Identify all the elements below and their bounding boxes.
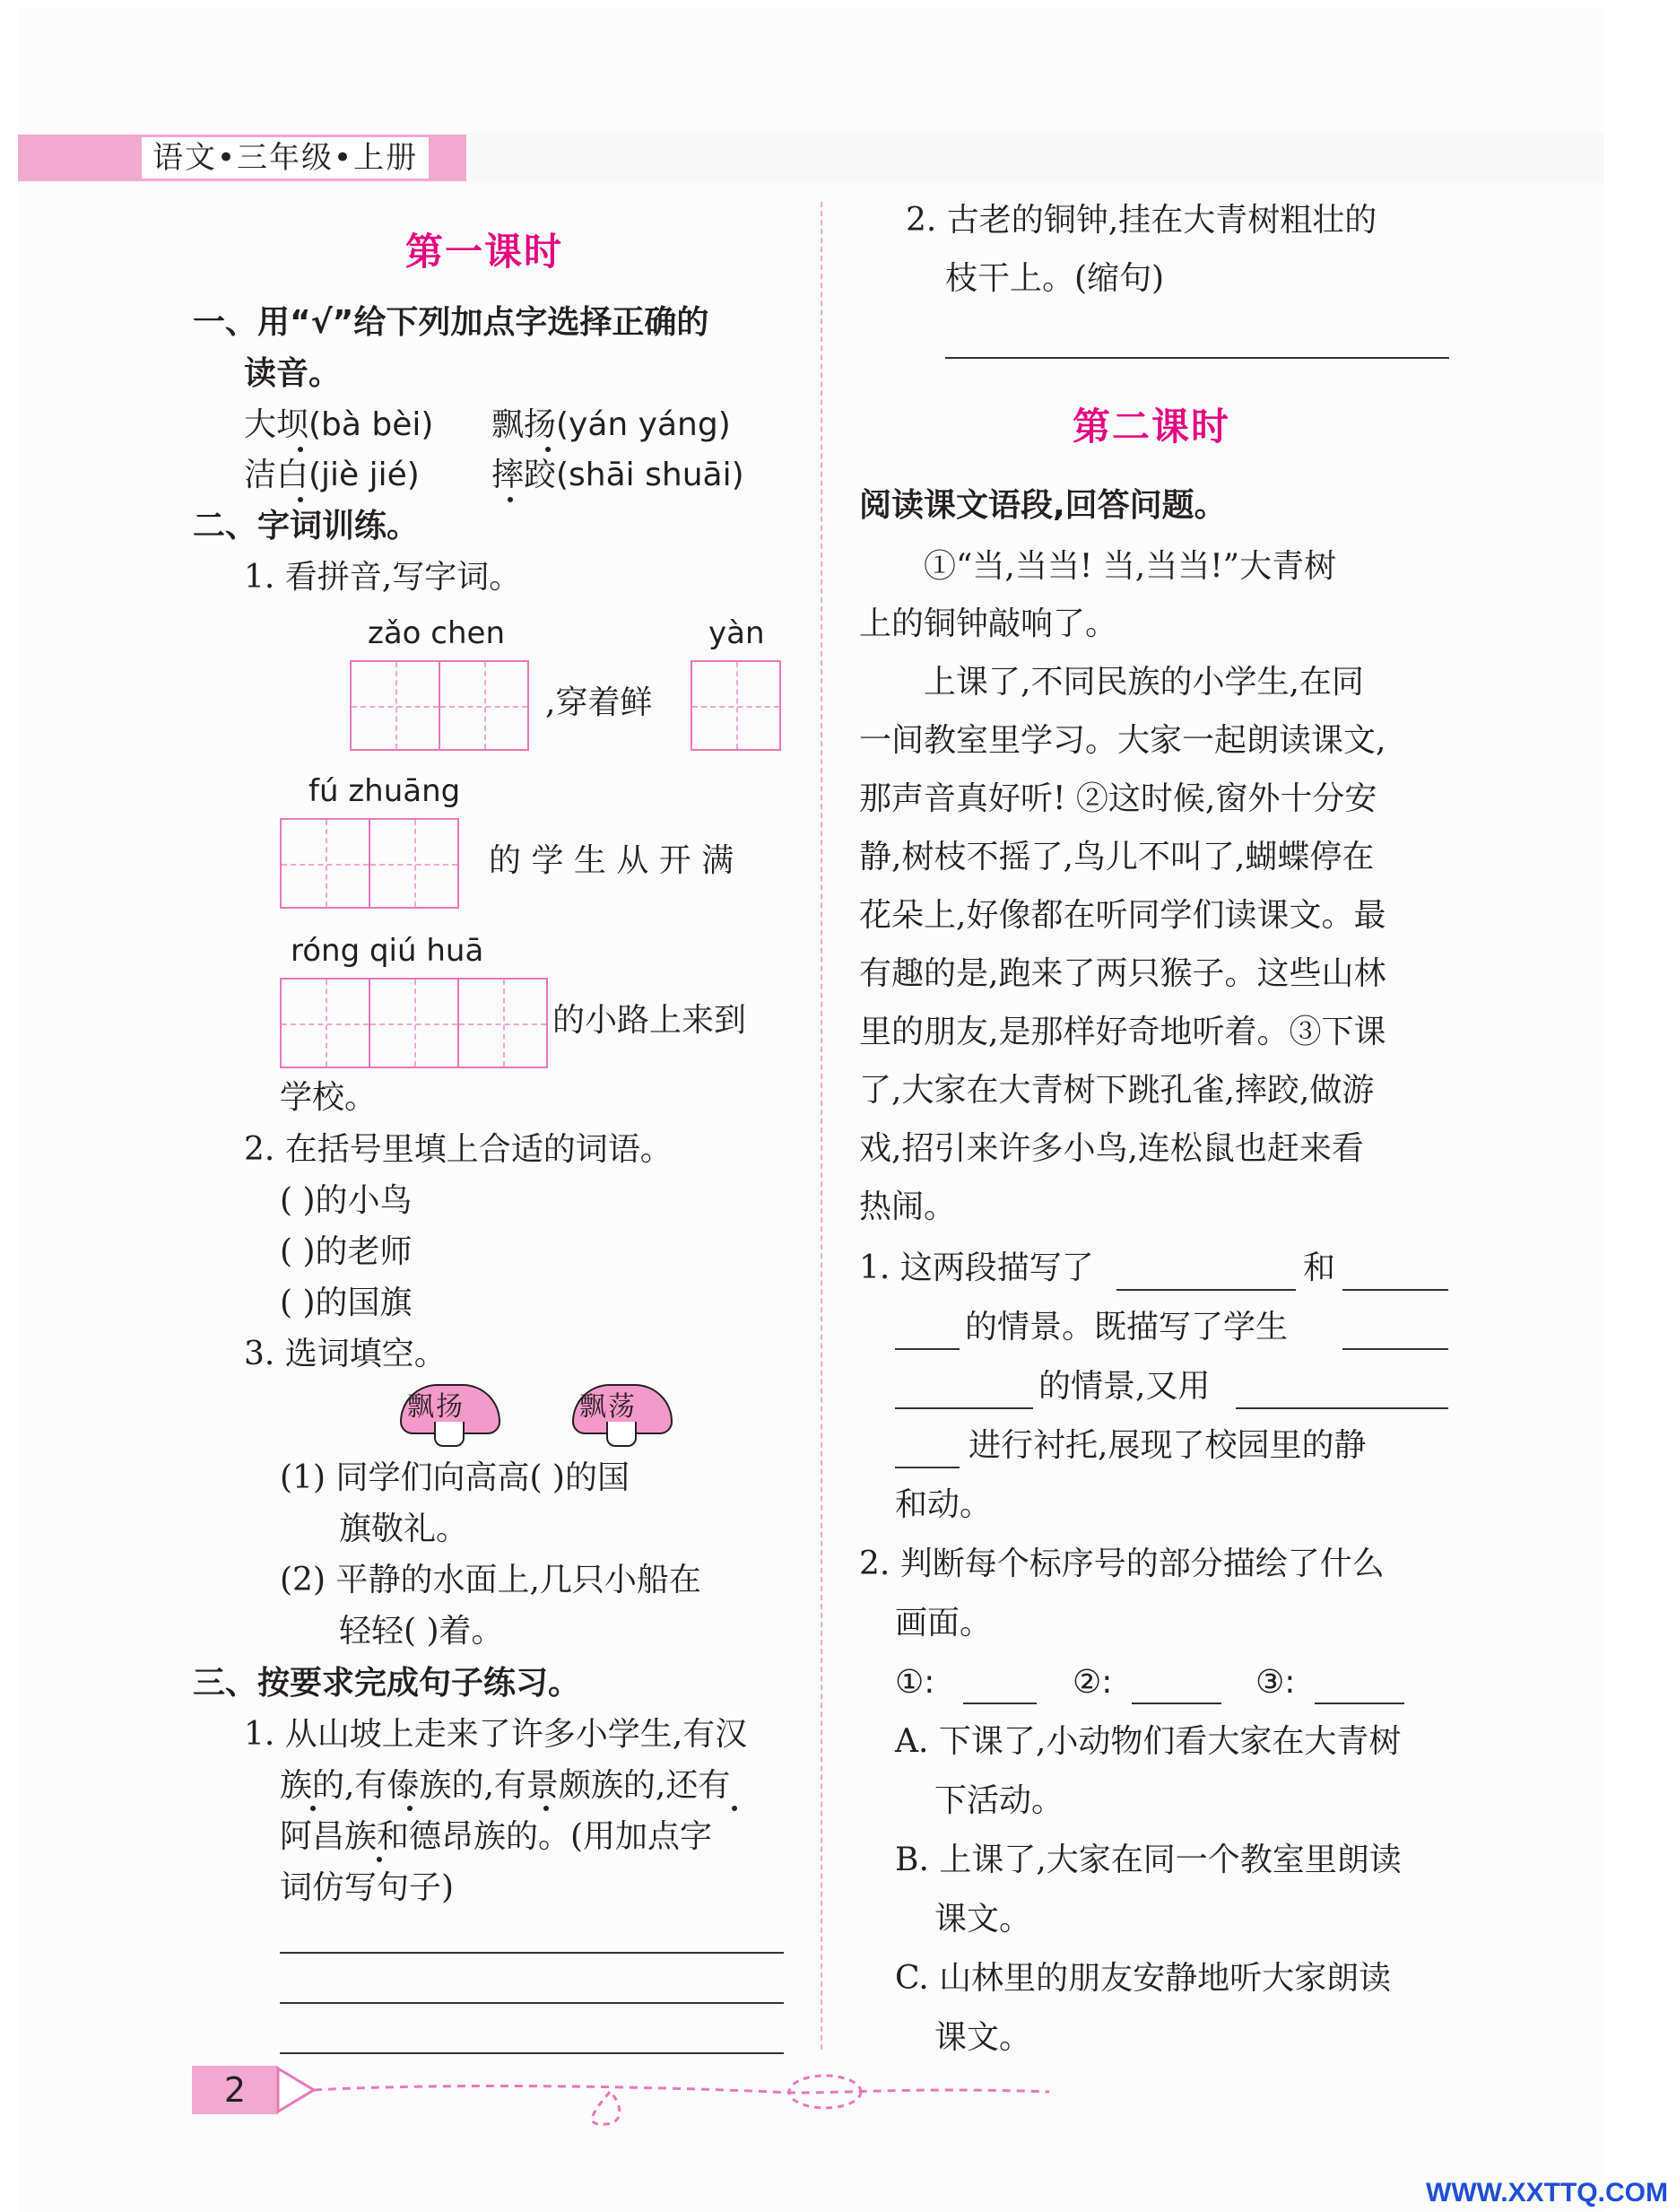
emphasis-dot xyxy=(298,447,303,452)
text-xuexiao: 学校。 xyxy=(280,1079,378,1116)
r-reading-q1-f: 和动。 xyxy=(895,1486,993,1523)
emphasis-dot xyxy=(298,497,303,502)
blank-1[interactable] xyxy=(1116,1289,1296,1291)
option-b-line2: 课文。 xyxy=(934,1901,1032,1938)
option-a-line1[interactable]: A. 下课了,小动物们看大家在大青树 xyxy=(895,1723,1402,1760)
s2-q3-item1[interactable]: (1) 同学们向高高( )的国 xyxy=(280,1459,630,1496)
header-label: 语文•三年级•上册 xyxy=(142,137,429,179)
emphasis-dot xyxy=(508,497,513,502)
footer-decoration xyxy=(269,2060,1058,2128)
option-c-line2: 课文。 xyxy=(934,2019,1032,2056)
section3-heading: 三、按要求完成句子练习。 xyxy=(193,1665,581,1702)
emphasis-dot xyxy=(543,1806,549,1811)
passage-line: 花朵上,好像都在听同学们读课文。最 xyxy=(859,897,1386,934)
passage-line: 戏,招引来许多小鸟,连松鼠也赶来看 xyxy=(859,1130,1364,1167)
answer-line-suoju[interactable] xyxy=(945,357,1449,359)
fill-blank-bird[interactable]: ( )的小鸟 xyxy=(280,1182,413,1219)
r-reading-q2-l2: 画面。 xyxy=(895,1605,993,1642)
emphasis-dot xyxy=(545,447,551,452)
writing-grid-rongqiuhua[interactable] xyxy=(280,978,548,1068)
answer-line-3[interactable] xyxy=(280,2052,784,2054)
blank-3[interactable] xyxy=(1342,1348,1448,1350)
emphasis-dot xyxy=(377,1857,382,1862)
r-reading-q1-d: 的情景,又用 xyxy=(1038,1368,1211,1405)
reading-option-3[interactable]: 洁白(jiè jié) xyxy=(244,457,420,493)
passage-line: 上的铜钟敲响了。 xyxy=(859,605,1118,642)
s2-q2: 2. 在括号里填上合适的词语。 xyxy=(244,1131,673,1168)
r-reading-q1-b: 和 xyxy=(1303,1250,1336,1286)
fill-blank-teacher[interactable]: ( )的老师 xyxy=(280,1233,413,1270)
blank-2-cont[interactable] xyxy=(895,1348,960,1350)
lesson-title-1: 第一课时 xyxy=(405,230,564,274)
pinyin-zaochen: zǎo chen xyxy=(368,615,505,651)
column-divider xyxy=(821,202,822,2050)
s3-q1-line2: 族的,有傣族的,有景颇族的,还有 xyxy=(280,1767,731,1804)
word-choice-1: 飘扬 xyxy=(407,1391,465,1423)
passage-line: 有趣的是,跑来了两只猴子。这些山林 xyxy=(859,955,1386,992)
mark-3-blank[interactable] xyxy=(1315,1703,1404,1704)
passage-line: 那声音真好听! ②这时候,窗外十分安 xyxy=(859,780,1377,817)
mark-2-label: ②: xyxy=(1073,1664,1113,1701)
page-number: 2 xyxy=(223,2070,247,2110)
r-q2-line1: 2. 古老的铜钟,挂在大青树粗壮的 xyxy=(906,202,1377,239)
option-a-line2: 下活动。 xyxy=(934,1782,1064,1819)
pinyin-yan: yàn xyxy=(708,615,765,651)
reading-heading: 阅读课文语段,回答问题。 xyxy=(859,487,1227,524)
writing-grid-fuzhuang[interactable] xyxy=(280,818,459,909)
answer-line-2[interactable] xyxy=(280,2002,784,2004)
passage-line: ①“当,当当! 当,当当!”大青树 xyxy=(924,548,1337,585)
passage-line: 一间教室里学习。大家一起朗读课文, xyxy=(859,722,1386,759)
passage-line: 上课了,不同民族的小学生,在同 xyxy=(924,664,1364,701)
mark-1-label: ①: xyxy=(895,1664,935,1701)
s2-q3-item2-cont[interactable]: 轻轻( )着。 xyxy=(339,1613,504,1650)
blank-3-cont[interactable] xyxy=(895,1407,1033,1409)
s2-q3: 3. 选词填空。 xyxy=(244,1336,447,1372)
r-reading-q1-a: 1. 这两段描写了 xyxy=(859,1250,1094,1286)
word-choice-mushroom-1[interactable] xyxy=(400,1384,497,1447)
watermark: WWW.XXTTQ.COM xyxy=(1426,2178,1668,2208)
s3-q1-line4: 词仿写句子) xyxy=(280,1869,455,1906)
text-line2: 的 学 生 从 开 满 xyxy=(489,842,734,879)
s2-q1: 1. 看拼音,写字词。 xyxy=(244,559,522,596)
section1-heading: 一、用“√”给下列加点字选择正确的 xyxy=(193,304,709,341)
word-choice-mushroom-2[interactable] xyxy=(572,1384,669,1447)
reading-option-2[interactable]: 飘扬(yán yáng) xyxy=(491,406,731,443)
text-line3: 的小路上来到 xyxy=(552,1002,747,1039)
blank-2[interactable] xyxy=(1342,1289,1448,1291)
fill-blank-flag[interactable]: ( )的国旗 xyxy=(280,1285,413,1321)
blank-4-cont[interactable] xyxy=(895,1467,960,1468)
passage-line: 里的朋友,是那样好奇地听着。③下课 xyxy=(859,1014,1386,1050)
section2-heading: 二、字词训练。 xyxy=(193,508,420,544)
r-reading-q2-l1: 2. 判断每个标序号的部分描绘了什么 xyxy=(859,1546,1385,1582)
passage-line: 静,树枝不摇了,鸟儿不叫了,蝴蝶停在 xyxy=(859,839,1375,875)
mark-1-blank[interactable] xyxy=(963,1703,1037,1704)
s2-q3-item2: (2) 平静的水面上,几只小船在 xyxy=(280,1562,701,1598)
lesson-title-2: 第二课时 xyxy=(1073,405,1231,448)
passage-line: 了,大家在大青树下跳孔雀,摔跤,做游 xyxy=(859,1072,1375,1109)
reading-option-1[interactable]: 大坝(bà bèi) xyxy=(244,406,434,443)
writing-grid-zaochen[interactable] xyxy=(350,660,529,751)
r-reading-q1-c: 的情景。既描写了学生 xyxy=(965,1309,1289,1345)
reading-option-4[interactable]: 摔跤(shāi shuāi) xyxy=(491,457,744,493)
passage-line: 热闹。 xyxy=(859,1189,957,1225)
blank-4[interactable] xyxy=(1236,1407,1448,1409)
r-q2-line2: 枝干上。(缩句) xyxy=(945,260,1165,297)
mark-3-label: ③: xyxy=(1255,1664,1296,1701)
emphasis-dot xyxy=(407,1806,413,1811)
pinyin-rongqiuhua: róng qiú huā xyxy=(291,933,484,969)
mark-2-blank[interactable] xyxy=(1132,1703,1221,1704)
emphasis-dot xyxy=(310,1806,316,1811)
option-c-line1[interactable]: C. 山林里的朋友安静地听大家朗读 xyxy=(895,1960,1392,1997)
text-chuanzhexian: ,穿着鲜 xyxy=(545,684,653,721)
word-choice-2: 飘荡 xyxy=(579,1391,637,1423)
r-reading-q1-e: 进行衬托,展现了校园里的静 xyxy=(969,1427,1367,1464)
s2-q3-item1-cont: 旗敬礼。 xyxy=(339,1511,469,1547)
emphasis-dot xyxy=(732,1806,737,1811)
option-b-line1[interactable]: B. 上课了,大家在同一个教室里朗读 xyxy=(895,1842,1402,1878)
answer-line-1[interactable] xyxy=(280,1952,784,1954)
section1-heading-cont: 读音。 xyxy=(244,355,342,392)
s3-q1-line3: 阿昌族和德昂族的。(用加点字 xyxy=(280,1818,713,1855)
pinyin-fuzhuang: fú zhuāng xyxy=(308,773,461,809)
s3-q1-line1: 1. 从山坡上走来了许多小学生,有汉 xyxy=(244,1716,748,1753)
writing-grid-yan[interactable] xyxy=(691,660,781,751)
